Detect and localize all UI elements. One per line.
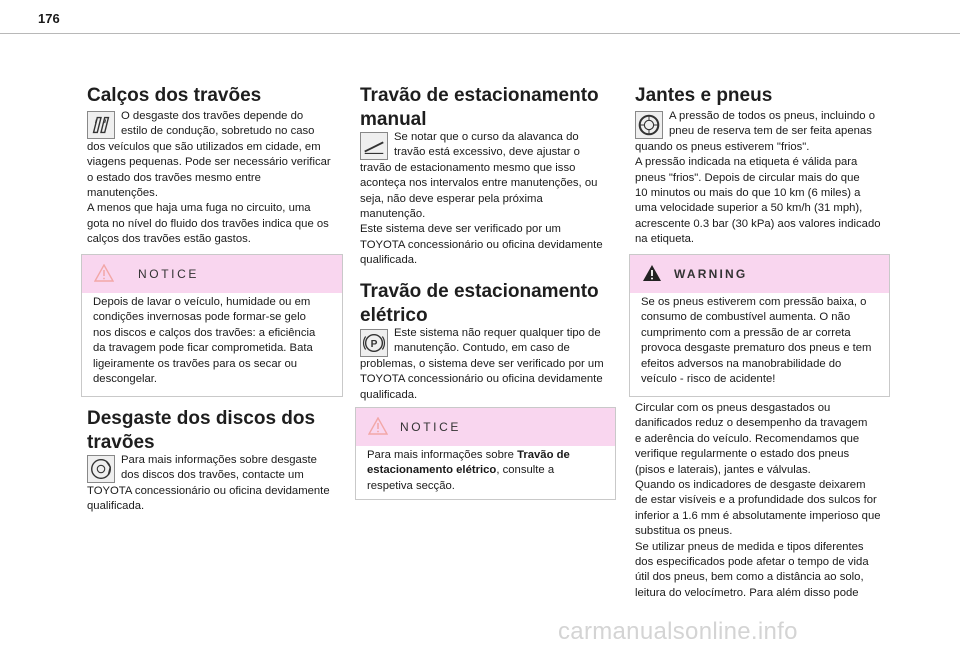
notice-header <box>356 408 615 446</box>
notice-text: Para mais informações sobre Travão de estacionamento elétrico, consulte a respetiva secção. <box>367 449 570 492</box>
warning-triangle-icon <box>642 264 662 282</box>
notice-box-brakes <box>81 254 343 397</box>
heading-brake-discs: Desgaste dos discos dos travões <box>87 408 316 453</box>
heading-brake-pads: Calços dos travões <box>87 85 262 106</box>
heading-electric-parking-brake: Travão de estacionamento elétrico <box>360 281 599 326</box>
notice-header <box>82 255 342 293</box>
notice-box-parking-brake <box>355 407 616 500</box>
caution-triangle-icon <box>368 417 388 435</box>
wheels-tyres-text: A pressão de todos os pneus, incluindo o pneu de reserva tem de ser feita apenas quando os pneus estiverem "frios". A pressão indicada na etiqueta é válida para pneus "frios". Depois de circular mais do que 10 minutos ou mais do que 10 km (6 miles) a uma velocidade superior a 50 km/h (31 mph), acrescente 0.3 bar (30 kPa) aos valores indicado na etiqueta. <box>635 110 881 246</box>
heading-manual-parking-brake: Travão de estacionamento manual <box>360 85 599 130</box>
manual-parking-brake-text: Se notar que o curso da alavanca do travão está excessivo, deve ajustar o travão de estacionamento mesmo que isso aconteça nos intervalos entre manutenções, ou seja, não deve esperar pela próxima manutenção. Este sistema deve ser verificado por um TOYOTA concessionário ou oficina devidamente qualificada. <box>360 131 603 267</box>
warning-header <box>630 255 889 293</box>
watermark: carmanualsonline.info <box>558 618 798 645</box>
page-number: 176 <box>38 11 60 26</box>
brake-pads-text: O desgaste dos travões depende do estilo de condução, sobretudo no caso dos veículos que são utilizados em cidade, em viagens pequenas. Pode ser necessário verificar o estado dos travões mesmo entre manutenções. A menos que haja uma fuga no circuito, uma gota no nível do fluido dos travões indica que os calços dos travões estão gastos. <box>87 110 331 246</box>
warning-text: Se os pneus estiverem com pressão baixa, o consumo de combustível aumenta. O não cumprimento com a pressão de ar correta provoca desgaste prematuro dos pneus e tem efeitos adversos na manobrabilidade do veículo - risco de acidente! <box>641 296 872 386</box>
svg-text:P: P <box>370 339 378 351</box>
warning-title: WARNING <box>674 267 748 281</box>
notice-text: Depois de lavar o veículo, humidade ou em condições invernosas pode formar-se gelo nos discos e calços dos travões: a eficiência da travagem pode ficar comprometida. Bata ligeiramente os travões para os secar ou descongelar. <box>93 296 316 386</box>
notice-title: NOTICE <box>138 267 199 281</box>
heading-wheels-tyres: Jantes e pneus <box>635 85 773 106</box>
tyres-body-text: Circular com os pneus desgastados ou danificados reduz o desempenho da travagem e aderência do veículo. Recomendamos que verifique regularmente o estado dos pneus (pisos e laterais), jantes e válvulas. Quando os indicadores de desgaste deixarem de estar visíveis e a profundidade dos sulcos for inferior a 1.6 mm é absolutamente imperioso que substitua os pneus. Se utilizar pneus de medida e tipos diferentes dos especificados pode afetar o tempo de vida útil dos pneus, bem como a distância ao solo, leitura do velocímetro. Para além disso pode <box>635 402 881 599</box>
brake-discs-text: Para mais informações sobre desgaste dos discos dos travões, contacte um TOYOTA concessionário ou oficina devidamente qualificada. <box>87 454 330 513</box>
header-rule <box>0 33 960 34</box>
warning-box-tyres <box>629 254 890 397</box>
notice-title: NOTICE <box>400 420 461 434</box>
electric-parking-brake-text: Este sistema não requer qualquer tipo de manutenção. Contudo, em caso de problemas, o sistema deve ser verificado por um TOYOTA concessionário ou oficina devidamente qualificada. <box>360 327 604 401</box>
caution-triangle-icon <box>94 264 114 282</box>
